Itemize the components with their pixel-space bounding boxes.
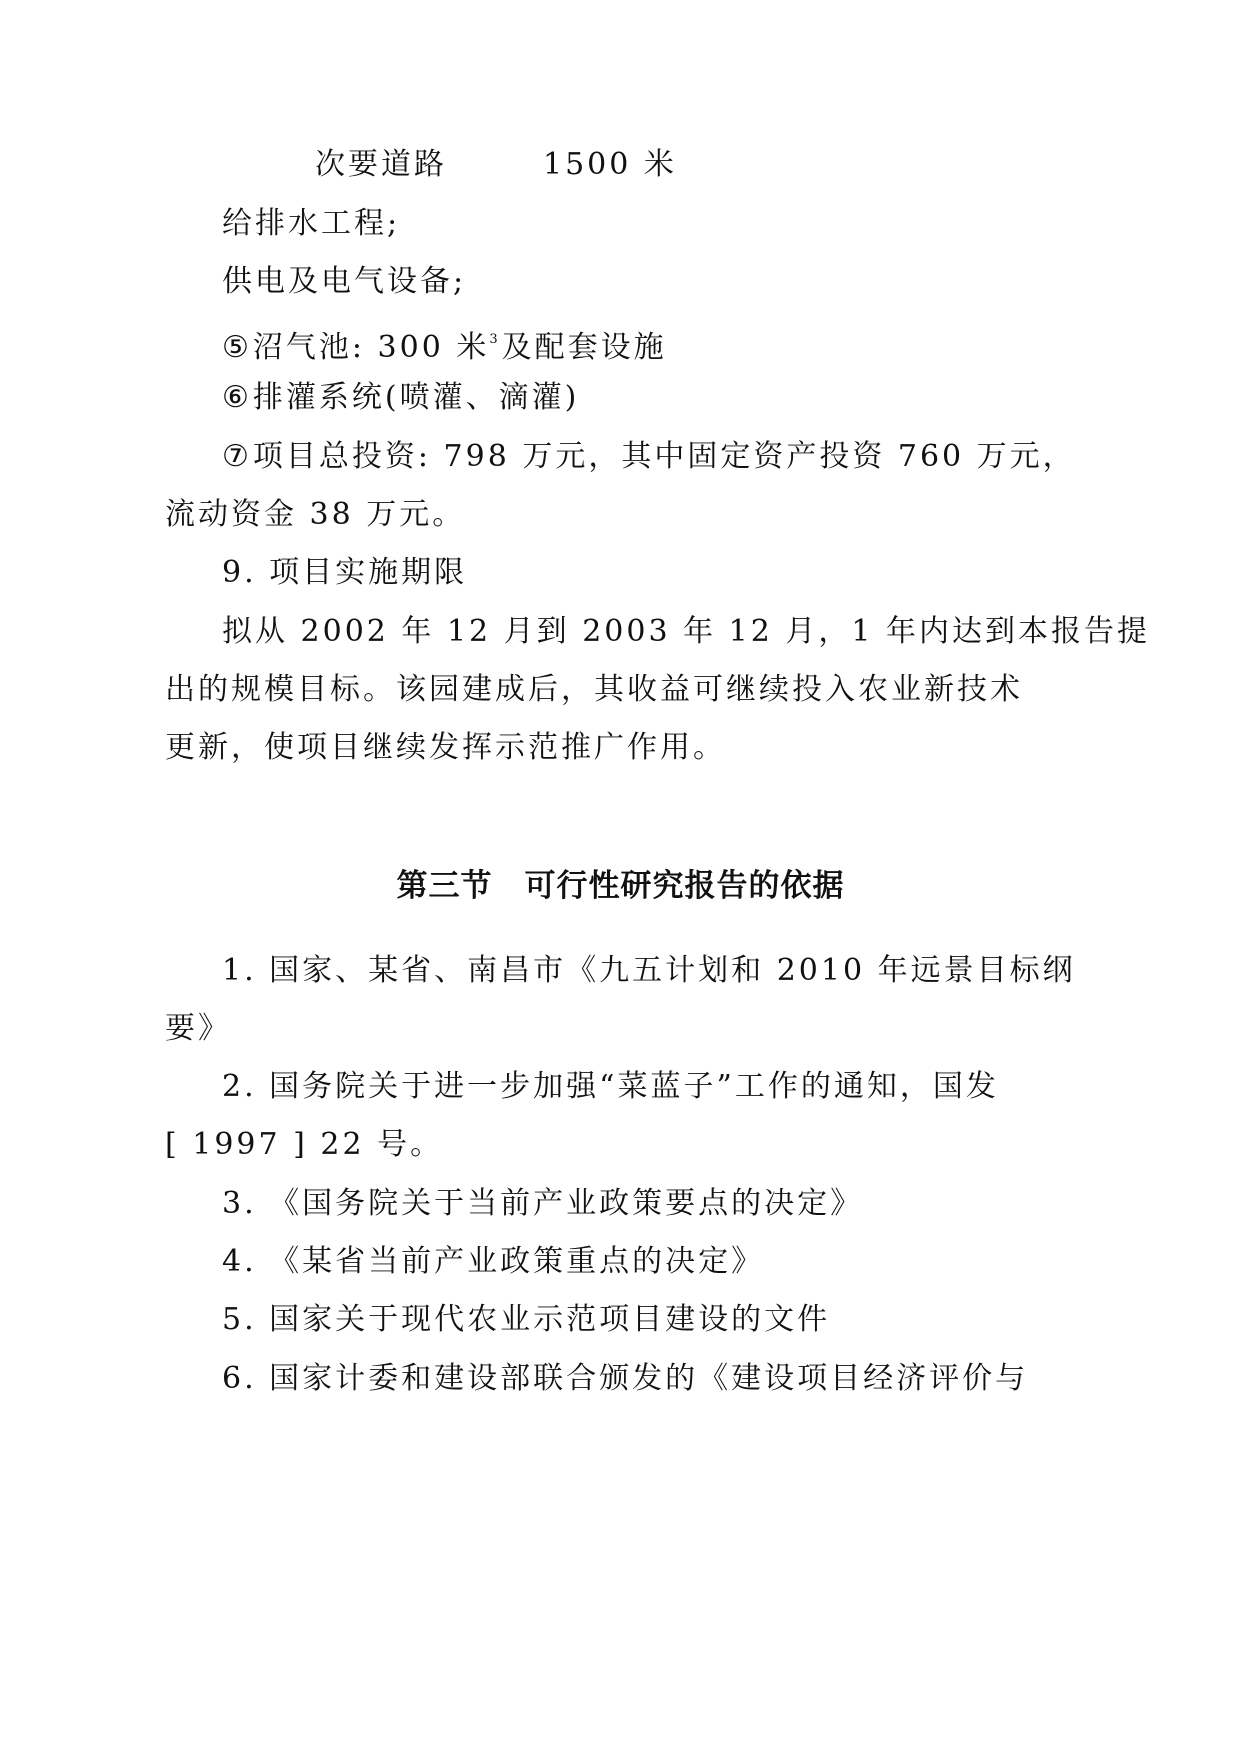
irrigation-text: 排灌系统(喷灌、滴灌)	[252, 380, 580, 415]
period-paragraph-line-2: 出的规模目标。该园建成后，其收益可继续投入农业新技术	[165, 672, 1023, 707]
basis-item-1-cont: 要》	[165, 1011, 231, 1046]
basis-item-2-cont: [ 1997 ] 22 号。	[165, 1127, 444, 1162]
investment-text-cont: 流动资金 38 万元。	[165, 497, 466, 532]
basis-item-1: 1. 国家、某省、南昌市《九五计划和 2010 年远景目标纲	[222, 953, 1076, 988]
secondary-road-label: 次要道路	[315, 147, 447, 182]
cubic-superscript: 3	[489, 332, 498, 347]
period-title: 9. 项目实施期限	[222, 555, 468, 590]
item-number-7: ⑦	[222, 439, 249, 474]
period-paragraph-line-1: 拟从 2002 年 12 月到 2003 年 12 月，1 年内达到本报告提	[222, 614, 1150, 649]
irrigation-item	[222, 378, 579, 418]
power-supply-line: 供电及电气设备;	[222, 264, 467, 299]
section-number: 第三节	[396, 868, 493, 904]
biogas-text-tail: 及配套设施	[501, 330, 667, 365]
basis-item-6: 6. 国家计委和建设部联合颁发的《建设项目经济评价与	[222, 1361, 1029, 1396]
biogas-text: 沼气池: 300 米	[252, 330, 490, 365]
investment-item	[222, 437, 1076, 477]
item-number-5: ⑤	[222, 330, 249, 365]
water-supply-line: 给排水工程;	[222, 206, 401, 241]
section-title: 可行性研究报告的依据	[524, 868, 845, 904]
basis-item-4: 4. 《某省当前产业政策重点的决定》	[222, 1244, 765, 1279]
period-paragraph-line-3: 更新，使项目继续发挥示范推广作用。	[165, 730, 726, 765]
secondary-road-line	[315, 145, 677, 185]
section-heading	[0, 866, 1241, 906]
basis-item-5: 5. 国家关于现代农业示范项目建设的文件	[222, 1302, 831, 1337]
secondary-road-value: 1500 米	[543, 147, 677, 182]
basis-item-3: 3. 《国务院关于当前产业政策要点的决定》	[222, 1186, 864, 1221]
investment-text: 项目总投资: 798 万元，其中固定资产投资 760 万元，	[252, 439, 1076, 474]
basis-item-2: 2. 国务院关于进一步加强“菜蓝子”工作的通知，国发	[222, 1069, 999, 1104]
biogas-item	[222, 320, 667, 368]
item-number-6: ⑥	[222, 380, 249, 415]
